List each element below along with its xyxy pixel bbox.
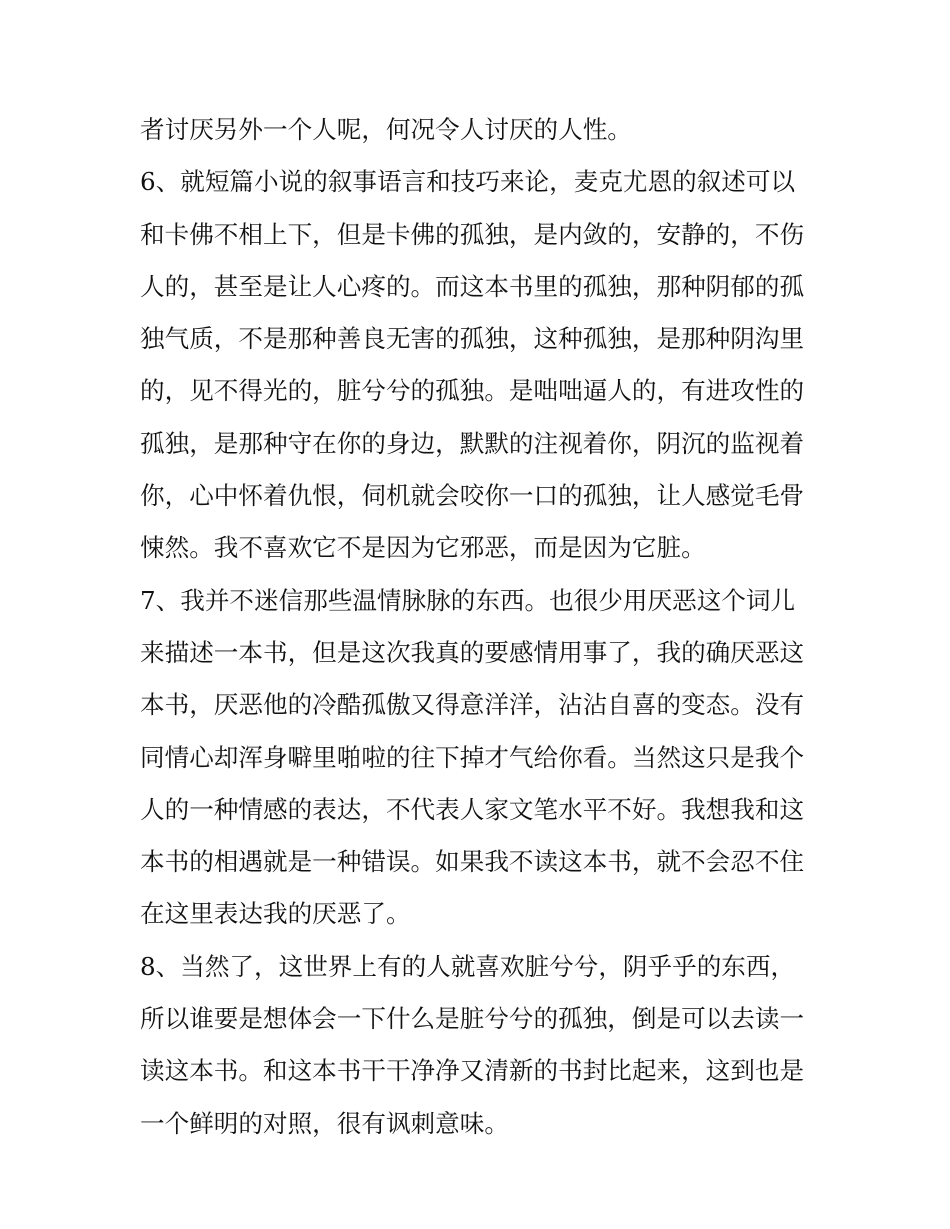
text-line: 悚然。我不喜欢它不是因为它邪恶，而是因为它脏。 [140, 533, 706, 563]
text-line: 同情心却浑身噼里啪啦的往下掉才气给你看。当然这只是我个 [140, 742, 805, 772]
text-line: 你，心中怀着仇恨，伺机就会咬你一口的孤独，让人感觉毛骨 [140, 481, 805, 511]
text-line: 的，见不得光的，脏兮兮的孤独。是咄咄逼人的，有进攻性的 [140, 376, 805, 406]
text-line: 本书，厌恶他的冷酷孤傲又得意洋洋，沾沾自喜的变态。没有 [140, 690, 805, 720]
text-line: 在这里表达我的厌恶了。 [140, 899, 411, 929]
text-line: 独气质，不是那种善良无害的孤独，这种孤独，是那种阴沟里 [140, 324, 805, 354]
text-line: 和卡佛不相上下，但是卡佛的孤独，是内敛的，安静的，不伤 [140, 219, 805, 249]
text-line: 人的一种情感的表达，不代表人家文笔水平不好。我想我和这 [140, 794, 805, 824]
text-line: 所以谁要是想体会一下什么是脏兮兮的孤独，倒是可以去读一 [140, 1004, 805, 1034]
text-line: 一个鲜明的对照，很有讽刺意味。 [140, 1108, 509, 1138]
text-line: 7、我并不迷信那些温情脉脉的东西。也很少用厌恶这个词儿 [140, 585, 796, 615]
text-line: 人的，甚至是让人心疼的。而这本书里的孤独，那种阴郁的孤 [140, 271, 805, 301]
text-line: 孤独，是那种守在你的身边，默默的注视着你，阴沉的监视着 [140, 428, 805, 458]
text-line: 6、就短篇小说的叙事语言和技巧来论，麦克尤恩的叙述可以 [140, 167, 796, 197]
text-line: 来描述一本书，但是这次我真的要感情用事了，我的确厌恶这 [140, 637, 805, 667]
text-line: 读这本书。和这本书干干净净又清新的书封比起来，这到也是 [140, 1056, 805, 1086]
text-line: 8、当然了，这世界上有的人就喜欢脏兮兮，阴乎乎的东西， [140, 951, 796, 981]
text-line: 者讨厌另外一个人呢，何况令人讨厌的人性。 [140, 115, 632, 144]
text-line: 本书的相遇就是一种错误。如果我不读这本书，就不会忍不住 [140, 847, 805, 877]
body-text [140, 104, 820, 1150]
